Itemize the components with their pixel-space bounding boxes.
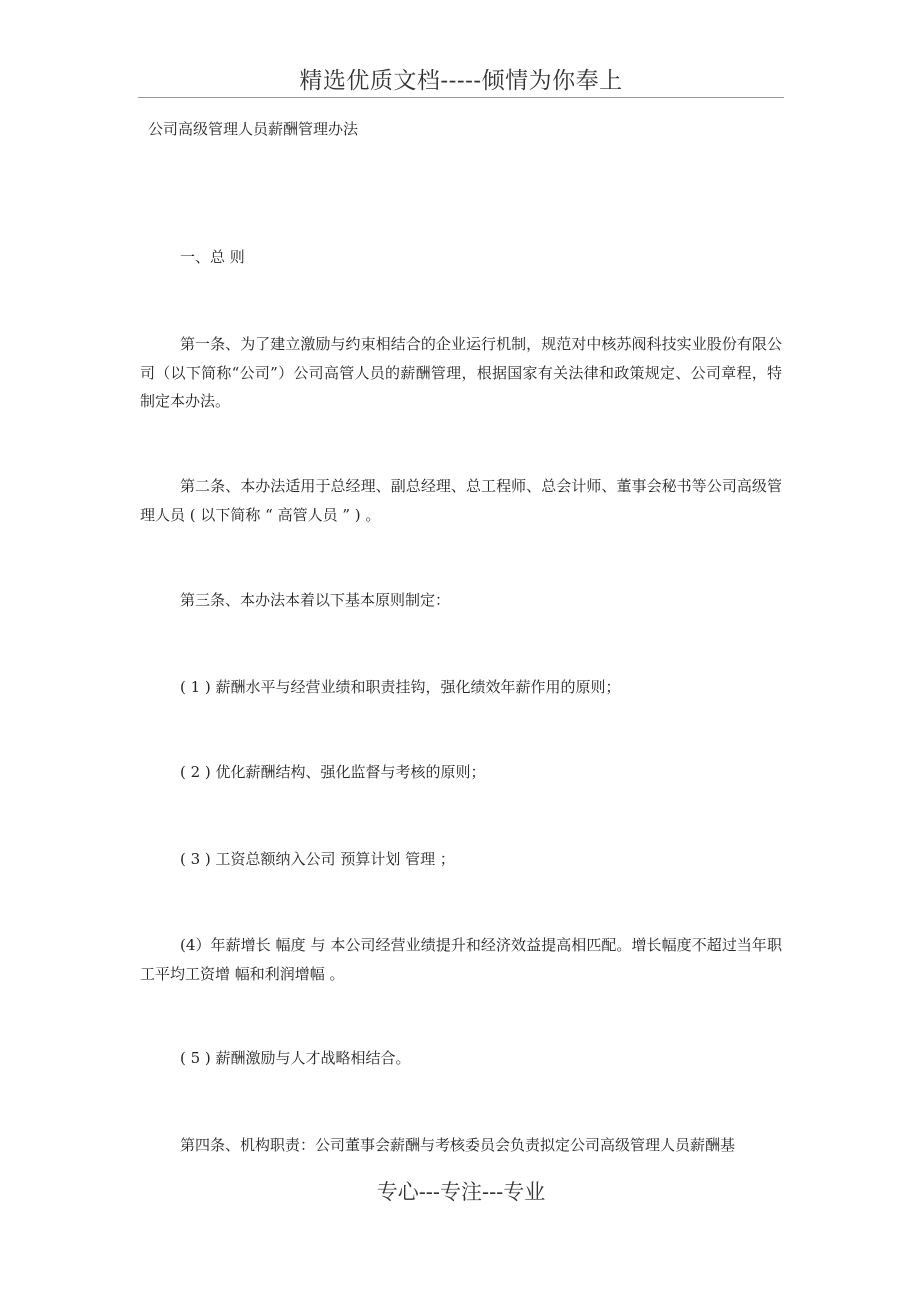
- article-4: 第四条、机构职责：公司董事会薪酬与考核委员会负责拟定公司高级管理人员薪酬基: [180, 1136, 736, 1154]
- principle-5: ( 5 ) 薪酬激励与人才战略相结合。: [180, 1049, 411, 1067]
- principle-2: ( 2 ) 优化薪酬结构、强化监督与考核的原则；: [180, 763, 486, 781]
- page-footer: 专心---专注---专业: [376, 1180, 546, 1204]
- document-title: 公司高级管理人员薪酬管理办法: [148, 120, 359, 138]
- principle-4: (4）年薪增长 幅度 与 本公司经营业绩提升和经济效益提高相匹配。增长幅度不超过当年职工平均工资增 幅和利润增幅 。: [140, 936, 782, 983]
- principle-3: ( 3 ) 工资总额纳入公司 预算计划 管理 ；: [180, 850, 455, 868]
- article-1: 第一条、为了建立激励与约束相结合的企业运行机制，规范对中核苏阀科技实业股份有限公司（以下简称“公司”）公司高管人员的薪酬管理，根据国家有关法律和政策规定、公司章程，特制定本办法。: [140, 335, 782, 410]
- page-header: 精选优质文档-----倾情为你奉上: [299, 68, 623, 94]
- article-3: 第三条、本办法本着以下基本原则制定：: [180, 591, 451, 609]
- header-divider: [138, 97, 784, 98]
- article-2: 第二条、本办法适用于总经理、副总经理、总工程师、总会计师、董事会秘书等公司高级管理人员 ( 以下简称 “ 高管人员 ” ) 。: [140, 477, 782, 524]
- principle-1: ( 1 ) 薪酬水平与经营业绩和职责挂钩，强化绩效年薪作用的原则；: [180, 678, 621, 696]
- section-heading: 一、总 则: [180, 248, 245, 266]
